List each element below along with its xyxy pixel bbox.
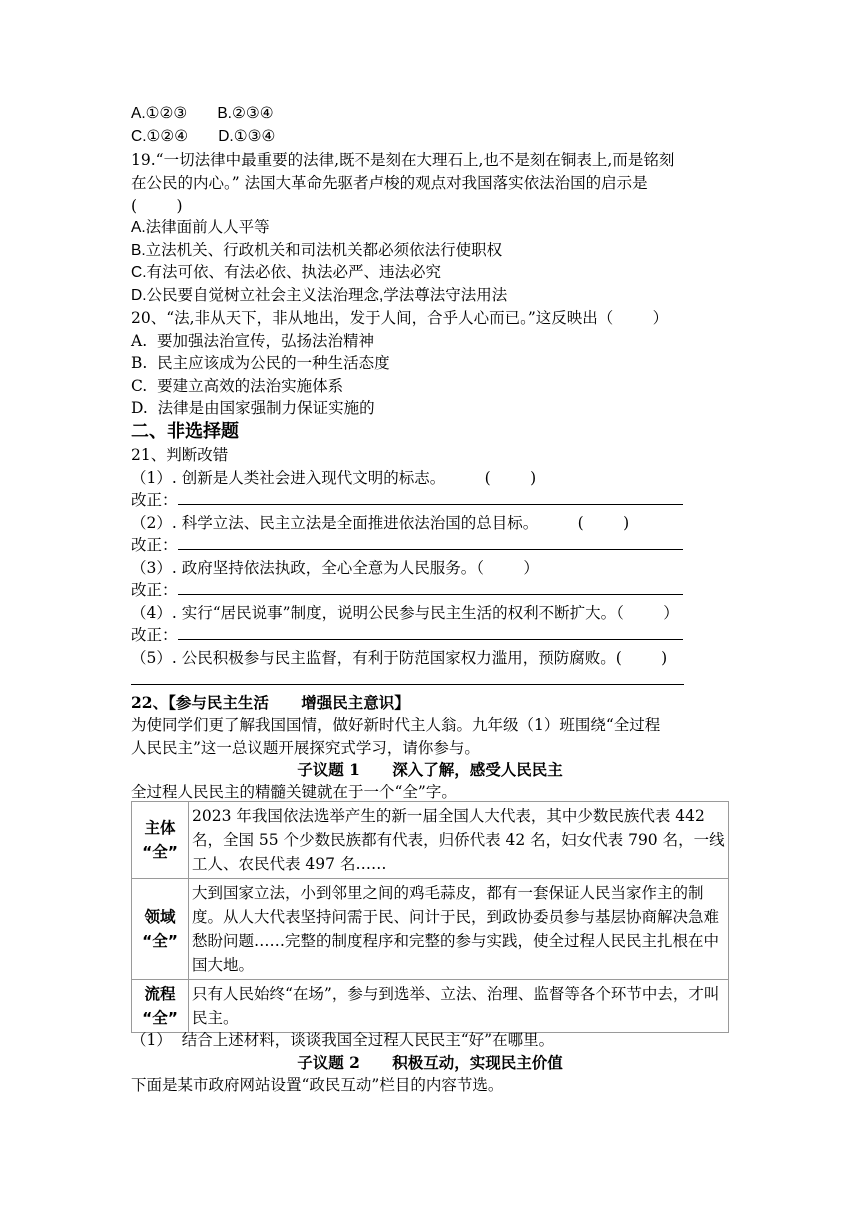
q18-option-a: A.①②③ (131, 105, 188, 122)
table-row (132, 879, 729, 980)
row-key: 主体 (144, 819, 176, 837)
q19-option-d: D.公民要自觉树立社会主义法治理念,学法尊法守法用法 (131, 287, 508, 304)
q22-intro-line1: 为使同学们更了解我国国情，做好新时代主人翁。九年级（1）班围绕“全过程 (131, 716, 661, 734)
section-2-heading: 二、非选择题 (131, 421, 239, 442)
q21-item-4: （4）. 实行“居民说事”制度，说明公民参与民主生活的权利不断扩大。（ ） (131, 604, 679, 622)
q21-correction-3 (131, 579, 683, 601)
q21-correction-2 (131, 534, 683, 556)
q22-sub-topic-2: 子议题 2 积极互动，实现民主价值 (297, 1053, 563, 1072)
q19-stem-line2: 在公民的内心。” 法国大革命先驱者卢梭的观点对我国落实依法治国的启示是 (131, 174, 648, 192)
q20-stem: 20、“法,非从天下，非从地出，发于人间，合乎人心而已。”这反映出（ ） (131, 309, 669, 327)
q20-option-a: A. 要加强法治宣传，弘扬法治精神 (131, 332, 374, 350)
q21-item-2: （2）. 科学立法、民主立法是全面推进依法治国的总目标。 ( ) (131, 514, 630, 532)
row-key: 流程 (144, 985, 176, 1003)
q21-item-3: （3）. 政府坚持依法执政，全心全意为人民服务。（ ） (131, 559, 539, 577)
q19-option-b: B.立法机关、行政机关和司法机关都必须依法行使职权 (131, 242, 503, 259)
correction-blank-4[interactable] (178, 624, 683, 640)
q22-sub-topic-2-intro: 下面是某市政府网站设置“政民互动”栏目的内容节选。 (131, 1076, 504, 1094)
q21-item-5: （5）. 公民积极参与民主监督，有利于防范国家权力滥用，预防腐败。( ) (131, 649, 668, 667)
table-key-cell (132, 879, 189, 980)
q21-correction-5 (131, 669, 684, 691)
table-row (132, 980, 729, 1033)
correction-blank-1[interactable] (178, 489, 683, 505)
q18-option-c: C.①②④ (131, 128, 189, 145)
correction-label: 改正： (131, 536, 178, 554)
q20-option-d: D. 法律是由国家强制力保证实施的 (131, 399, 375, 417)
q19-option-a: A.法律面前人人平等 (131, 219, 270, 236)
correction-label: 改正： (131, 626, 178, 644)
correction-blank-2[interactable] (178, 534, 683, 550)
q22-sub-topic-1: 子议题 1 深入了解，感受人民民主 (297, 760, 563, 779)
correction-blank-5[interactable] (131, 669, 684, 685)
correction-blank-3[interactable] (178, 579, 683, 595)
q20-option-b: B. 民主应该成为公民的一种生活态度 (131, 354, 390, 372)
q21-correction-4 (131, 624, 683, 646)
q18-option-b: B.②③④ (217, 105, 274, 122)
table-text-cell: 大到国家立法，小到邻里之间的鸡毛蒜皮，都有一套保证人民当家作主的制度。从人大代表坚持问需于民、问计于民，到政协委员参与基层协商解决急难愁盼问题……完整的制度程序和完整的参与实践，使全过程人民民主扎根在中国大地。 (189, 879, 729, 980)
correction-label: 改正： (131, 491, 178, 509)
q20-option-c: C. 要建立高效的法治实施体系 (131, 377, 344, 395)
q21-item-1: （1）. 创新是人类社会进入现代文明的标志。 ( ) (131, 469, 537, 487)
q19-stem-line1: 19.“一切法律中最重要的法律,既不是刻在大理石上,也不是刻在铜表上,而是铭刻 (131, 151, 675, 169)
q22-title: 22、【参与民主生活 增强民主意识】 (131, 693, 410, 712)
material-table (131, 801, 729, 1033)
q19-answer-bracket: ( ) (131, 197, 183, 215)
table-row (132, 802, 729, 879)
row-key-quote: “全” (142, 932, 178, 950)
q21-correction-1 (131, 489, 683, 511)
table-text-cell: 2023 年我国依法选举产生的新一届全国人大代表，其中少数民族代表 442 名，全国 55 个少数民族都有代表，归侨代表 42 名，妇女代表 790 名，一线工人、农民代表 497 名…… (189, 802, 729, 879)
q18-option-d: D.①③④ (218, 128, 276, 145)
q18-options-row1 (131, 103, 274, 125)
q18-options-row2 (131, 126, 275, 148)
row-key-quote: “全” (142, 1009, 178, 1027)
q22-sub-topic-1-intro: 全过程人民民主的精髓关键就在于一个“全”字。 (131, 783, 457, 801)
table-key-cell (132, 980, 189, 1033)
q19-option-c: C.有法可依、有法必依、执法必严、违法必究 (131, 264, 442, 281)
correction-label: 改正： (131, 581, 178, 599)
q22-intro-line2: 人民民主”这一总议题开展探究式学习，请你参与。 (131, 739, 480, 757)
table-key-cell (132, 802, 189, 879)
table-text-cell: 只有人民始终“在场”，参与到选举、立法、治理、监督等各个环节中去，才叫民主。 (189, 980, 729, 1033)
row-key-quote: “全” (142, 843, 178, 861)
q21-title: 21、判断改错 (131, 446, 229, 464)
q22-question-1: （1） 结合上述材料，谈谈我国全过程人民民主“好”在哪里。 (131, 1031, 555, 1049)
row-key: 领域 (144, 908, 176, 926)
